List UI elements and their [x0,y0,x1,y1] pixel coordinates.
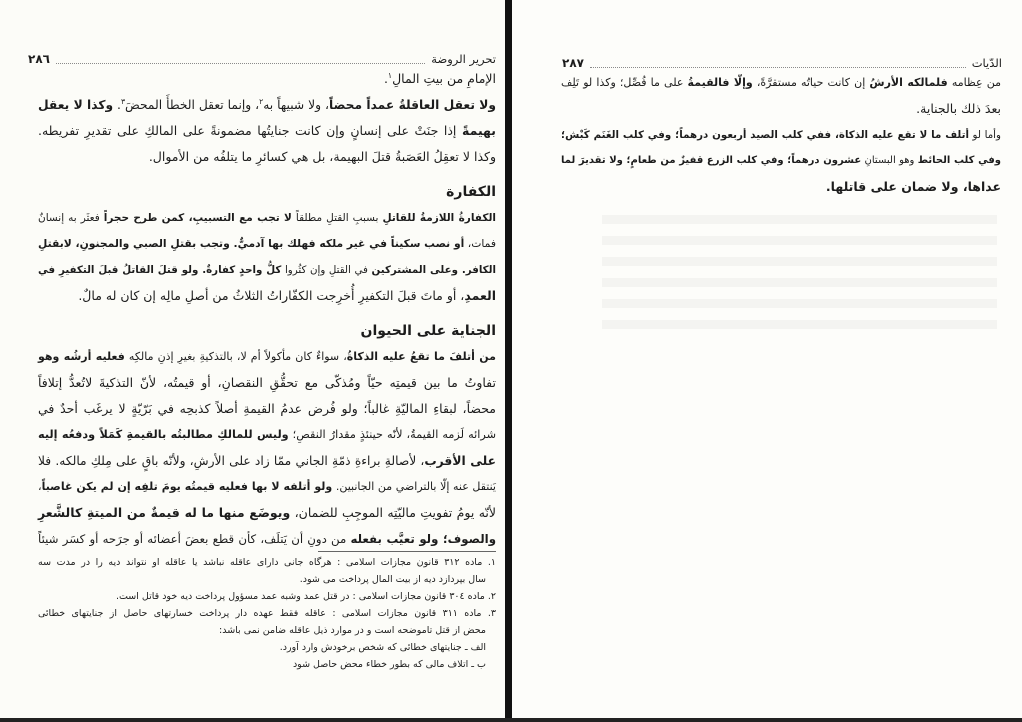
text-run: . [383,71,388,86]
bold-text-run: فعليه أرشُه وهو [38,350,125,363]
bold-text-run: لا تجب مع التسبيبِ، كمن طرح حجراً [103,212,292,224]
text-run: من عِظامه [947,76,1001,89]
section-heading: الجناية على الحيوان [360,323,496,339]
footnote-list-item: الف ـ جنایتهای خطائی که شخص برخودش وارد آورد. [279,642,486,653]
bold-text-run: والصوف؛ ولو تعيَّب بفعله [350,532,496,546]
text-line [38,257,496,283]
text-run: ، أو ماتَ قبلَ التكفيرِ أُخرِجت الكفّاراتُ الثلاثُ من أصلِ مالِه إن كان له مالٌ. [78,288,465,303]
bold-text-run: على الأقرب [424,454,496,468]
footnote-line: سال بپردازد دیه از بیت المال پرداخت می شود. [299,574,486,585]
footnote [38,588,496,605]
bold-text-run: عداها، ولا ضمان على قاتلها. [825,179,1001,194]
running-title: الدّيات [971,56,1002,70]
text-line [38,344,496,370]
paragraph [38,92,496,170]
text-run: محضاً، لبقاءِ الماليّةِ غالباً؛ ولو فُرض عدمُ القيمةِ أصلاً كذبحِه في بَرّيّةٍ لا يرغَب أحدٌ في [38,401,496,416]
paragraph [38,344,496,552]
text-line [38,144,496,170]
bold-text-run: وإلّا فالقيمةُ [687,76,753,89]
bold-text-run: كلُّ واحدٍ كفارةٌ. ولو قتلَ القاتلُ قبلَ التكفيرِ في [38,264,282,276]
text-run: يَنتقل عنه إلّا بالتراضي من الجانبين. [332,480,496,493]
text-line [38,283,496,309]
bold-text-run: وفي كلب الحائط [917,155,1001,166]
bold-text-run: الكفارةُ اللازمةُ للقاتلِ [382,212,496,224]
text-run: ، لأصالةِ براءةِ ذمّةِ الجاني ممّا زاد على الأرشِ، ولأنّه باقٍ على مِلكِ مالكه. فلا [38,454,425,468]
page-287 [512,0,1022,718]
text-line [38,370,496,396]
text-line [38,118,496,144]
text-run: ، سواءٌ كان مأكولاً أم لا، بالتذكيةِ بغيرِ إذنِ مالكِه [124,350,347,363]
page-body [561,70,1001,200]
text-run: على ما فُصِّل؛ وكذا لو تَلِف [561,76,688,89]
running-title: تحرير الروضة [431,52,496,66]
footnote-ref-marker: ١ [387,70,393,80]
footnote-line: محض از قتل تاموضحه است و در موارد ذیل عاقله ضامن نمی باشد: [219,625,486,636]
paragraph [38,205,496,309]
bleed-through-shadow [602,215,997,340]
text-line [38,500,496,526]
text-run: في القتلِ وإن كثُروا [281,264,372,276]
page-number: ٢٨٧ [562,56,584,70]
footnote-text [38,588,496,605]
footnote [38,554,496,588]
text-run: إن كانت حياتُه مستقرَّةً، [752,76,870,89]
text-run: فعثَر به إنسانٌ [38,212,104,224]
scan-bottom-edge [0,718,1022,722]
text-run: فمات، [464,237,496,250]
text-run: إذا جنَتْ على إنسانٍ وإن كانت جنايتُها مضمونةً على المالكِ على تقديرِ تفريطه. [38,123,462,138]
text-run: من دونِ أن يَتلَف، كأن قطع بعضَ أعضائه أو جرَحه أو كسَر شيئاً [38,532,351,546]
page-286 [0,0,505,718]
paragraph [561,122,1001,200]
footnote-ref-marker: ٢ [259,96,264,106]
dotted-leader [590,67,966,68]
text-run: ، وإنما تعقل الخطأَ المحضَ [125,98,260,112]
bold-text-run: فلمالكه الأرشُ [869,76,948,89]
bold-text-run: ولا تعقل العاقلةُ عمداً محضاً [328,98,497,112]
text-line [38,205,496,231]
text-run: وهو البستانِ [861,155,918,166]
page-number: ٢٨٦ [28,52,50,66]
bold-text-run: عشرون درهماً؛ وفي كلب الزرع قفيزٌ من طعامٍ؛ ولا تقديرَ لما [561,155,862,166]
text-run: تفاوتُ ما بين قيمتِه حيّاً ومُذكّى مع تحقُّقِ النقصانِ، أو قيمتُه، لأنّ التذكيةَ لاتُعدُّ إتلافاً [38,375,496,390]
bold-text-run: وكذا لا يعقل [38,98,114,112]
footnote-line: ١. ماده ٣١٢ قانون مجازات اسلامی : هرگاه جانی دارای عاقله نباشد یا عاقله او نتواند دیه را در مدت سه [38,557,496,568]
bold-text-run: وليس للمالكِ مطالبتُه بالقيمةِ كَمَلاً ودفعُه إليه [38,428,289,441]
text-line [38,231,496,257]
text-run: بسببِ القتلِ مطلقاً [291,212,383,224]
page-body [38,66,496,552]
bold-text-run: العمدِ [464,288,496,303]
text-line [561,70,1001,96]
text-run: وأما لو [968,129,1001,141]
footnote [38,605,496,673]
running-header [28,48,496,68]
bold-text-run: أتلف ما لا تقع عليه الذكاة، ففي كلب الصيد أربعون درهماً؛ وفي كلب الغَنَم كَبْش؛ [561,129,969,141]
footnote-text [38,554,496,588]
text-run: ، ولا شبيهاً به [263,98,329,112]
text-line [561,122,1001,148]
section-heading: الكفارة [446,184,496,200]
footnote-text [38,605,496,639]
page-gutter [505,0,512,722]
footnote-line: ٢. ماده ٣٠٤ قانون مجازات اسلامی : در قتل عمد وشبه عمد مسؤول پرداخت دیه خود قاتل است. [115,591,496,602]
text-run: . [113,98,121,112]
bold-text-run: ويوضَع منها ما له قيمةٌ من الميتةِ كالشَّعرِ [38,505,291,520]
text-line [38,422,496,448]
footnote-list-item: ب ـ اتلاف مالی که بطور خطاء محض حاصل شود [292,659,486,670]
footnote-line: ٣. ماده ٣١١ قانون مجازات اسلامی : عاقله فقط عهده دار پرداخت خسارتهای حاصل از جنایتهای خطائی [38,608,496,619]
text-run: شرائه لَزمه القيمةُ، لأنّه حينئذٍ مقدارُ النقصِ؛ [288,428,496,441]
bold-text-run: أو نصب سكيناً في غير ملكه فهلك بها آدميٌّ. وتجب بقتلِ الصبي والمجنونِ، لابقتلِ [38,237,465,250]
running-header [562,52,1002,72]
text-run: ، [38,480,42,493]
bold-text-run: ولو أتلفه لا بها فعليه قيمتُه يومَ تلفِه إن لم يكن غاصباً [41,480,333,493]
footnotes [38,551,496,673]
paragraph [38,66,496,92]
footnote-ref-marker: ٣ [120,96,126,106]
paragraph [561,70,1001,122]
bold-text-run: الكافر. وعلى المشتركين [371,264,497,276]
bold-text-run: من أتلفَ ما تقعُ عليه الذكاةُ [346,350,496,363]
dotted-leader [56,63,425,64]
text-line [38,66,496,92]
text-line [38,448,496,474]
bold-text-run: بهيمةً [461,123,496,138]
text-line [38,92,496,118]
text-line [561,96,1001,122]
text-line [38,474,496,500]
text-run: لأنّه يومُ تفويتِ ماليّتِه الموجِبِ للضمان، [290,505,496,520]
text-line [561,148,1001,174]
text-run: الإمامِ من بيتِ المالِ [392,71,496,86]
text-run: بعدَ ذلك بالجناية. [916,101,1001,116]
text-line [38,396,496,422]
text-run: وكذا لا تعقِلُ العَصَبةُ قتلَ البهيمة، بل هي كسائرِ ما يتلفُه من الأموال. [148,149,496,164]
text-line [561,174,1001,200]
footnote-separator [318,551,496,552]
text-line [38,526,496,552]
